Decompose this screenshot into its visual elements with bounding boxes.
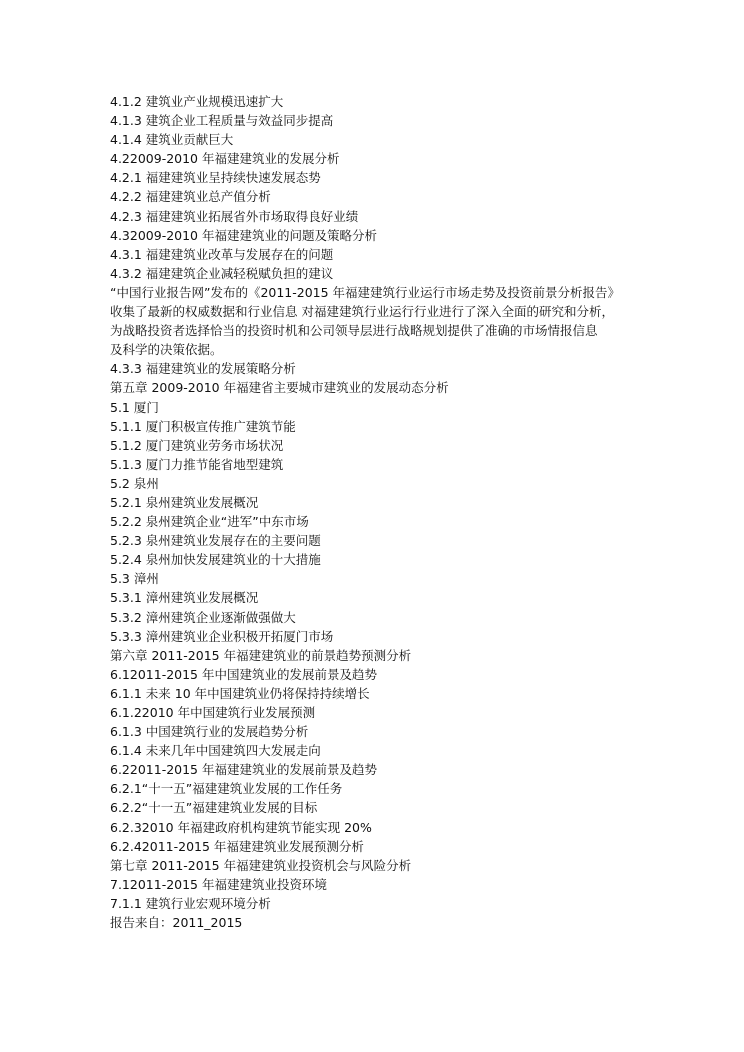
toc-line: 6.2.42011-2015 年福建建筑业发展预测分析 [110,838,364,854]
report-description-paragraph [110,283,650,359]
paragraph-line: 及科学的决策依据。 [110,342,223,358]
toc-line: 7.1.1 建筑行业宏观环境分析 [110,895,271,911]
toc-line: 4.1.4 建筑业贡献巨大 [110,132,234,148]
toc-line: 4.32009-2010 年福建建筑业的问题及策略分析 [110,227,377,243]
toc-line: 5.2.4 泉州加快发展建筑业的十大措施 [110,552,321,568]
toc-line: 4.2.2 福建建筑业总产值分析 [110,189,271,205]
toc-line: 6.2.2“十一五”福建建筑业发展的目标 [110,800,318,816]
toc-line: 4.1.3 建筑企业工程质量与效益同步提高 [110,113,334,129]
toc-line: 4.3.2 福建建筑企业减轻税赋负担的建议 [110,265,334,281]
toc-line: 5.2.3 泉州建筑业发展存在的主要问题 [110,533,321,549]
toc-line: 5.1.1 厦门积极宣传推广建筑节能 [110,418,296,434]
toc-line: 5.3.3 漳州建筑业企业积极开拓厦门市场 [110,628,334,644]
paragraph-line: “中国行业报告网”发布的《2011-2015 年福建建筑行业运行市场走势及投资前景分析报告》 [110,284,621,300]
chapter-heading: 第六章 2011-2015 年福建建筑业的前景趋势预测分析 [110,647,412,663]
toc-line: 4.3.3 福建建筑业的发展策略分析 [110,361,296,377]
toc-line: 5.3.2 漳州建筑企业逐渐做强做大 [110,609,296,625]
paragraph-line: 为战略投资者选择恰当的投资时机和公司领导层进行战略规划提供了准确的市场情报信息 [110,323,598,339]
toc-line: 5.1 厦门 [110,399,159,415]
toc-line: 4.2.1 福建建筑业呈持续快速发展态势 [110,170,321,186]
toc-line: 6.22011-2015 年福建建筑业的发展前景及趋势 [110,762,377,778]
toc-line: 6.12011-2015 年中国建筑业的发展前景及趋势 [110,666,377,682]
toc-line: 4.1.2 建筑业产业规模迅速扩大 [110,94,284,109]
toc-line: 6.1.1 未来 10 年中国建筑业仍将保持持续增长 [110,685,370,701]
toc-line: 4.22009-2010 年福建建筑业的发展分析 [110,151,340,167]
toc-line: 7.12011-2015 年福建建筑业投资环境 [110,876,327,892]
toc-line: 6.1.22010 年中国建筑行业发展预测 [110,705,316,720]
toc-line: 4.2.3 福建建筑业拓展省外市场取得良好业绩 [110,208,359,224]
toc-line: 4.3.1 福建建筑业改革与发展存在的问题 [110,246,334,262]
chapter-heading: 第七章 2011-2015 年福建建筑业投资机会与风险分析 [110,857,412,873]
toc-line: 5.1.3 厦门力推节能省地型建筑 [110,456,284,472]
report-source-line: 报告来自：2011_2015 [110,915,243,931]
toc-line: 5.3 漳州 [110,571,159,587]
toc-line: 5.1.2 厦门建筑业劳务市场状况 [110,437,284,453]
toc-line: 5.2.2 泉州建筑企业“进军”中东市场 [110,514,309,530]
toc-line: 6.1.3 中国建筑行业的发展趋势分析 [110,724,309,740]
table-of-contents [110,92,670,932]
toc-line: 5.2 泉州 [110,475,159,491]
toc-line: 6.2.1“十一五”福建建筑业发展的工作任务 [110,781,343,797]
toc-line: 6.1.4 未来几年中国建筑四大发展走向 [110,743,321,759]
chapter-heading: 第五章 2009-2010 年福建省主要城市建筑业的发展动态分析 [110,380,449,396]
toc-line: 5.3.1 漳州建筑业发展概况 [110,590,259,606]
paragraph-line: 收集了最新的权威数据和行业信息 对福建建筑行业运行行业进行了深入全面的研究和分析， [110,304,614,320]
toc-line: 6.2.32010 年福建政府机构建筑节能实现 20% [110,819,372,835]
toc-line: 5.2.1 泉州建筑业发展概况 [110,494,259,510]
